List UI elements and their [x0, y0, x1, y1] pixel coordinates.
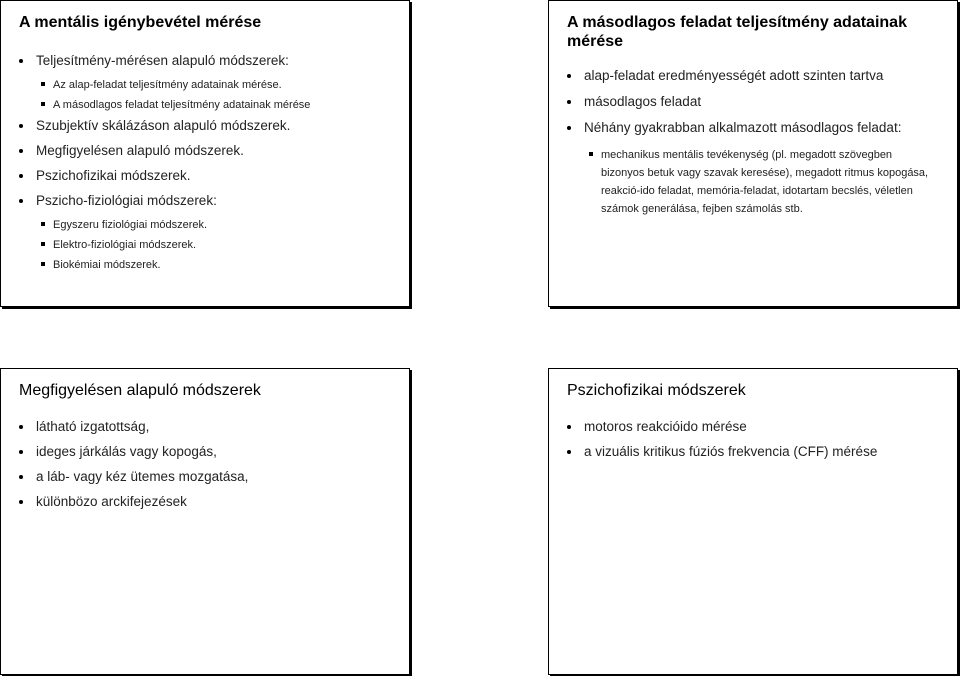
bullet-item: Teljesítmény-mérésen alapuló módszerek:: [1, 53, 409, 69]
bullet-item: másodlagos feladat: [549, 94, 957, 110]
bullet-item: Néhány gyakrabban alkalmazott másodlagos feladat:: [549, 120, 957, 136]
bullet-list: [549, 68, 957, 218]
slide-title: A másodlagos feladat teljesítmény adatainak mérése: [567, 14, 907, 50]
bullet-item: alap-feladat eredményességét adott szinten tartva: [549, 68, 957, 84]
bullet-item: látható izgatottság,: [1, 419, 409, 435]
bullet-item: Megfigyelésen alapuló módszerek.: [1, 143, 409, 159]
bullet-item: a láb- vagy kéz ütemes mozgatása,: [1, 469, 409, 485]
sub-bullet-item: Egyszeru fiziológiai módszerek.: [1, 218, 409, 232]
sub-bullet-item: Az alap-feladat teljesítmény adatainak mérése.: [1, 78, 409, 92]
bullet-item: Pszichofizikai módszerek.: [1, 168, 409, 184]
slide-2: [548, 0, 958, 307]
sub-bullet-item: mechanikus mentális tevékenység (pl. megadott szövegben bizonyos betuk vagy szavak keresése), megadott ritmus kopogása, reakció-ido feladat, memória-feladat, idotartam becslés, véletlen számok generálása, fejben számolás stb.: [549, 146, 957, 218]
bullet-item: a vizuális kritikus fúziós frekvencia (CFF) mérése: [549, 444, 957, 460]
slide-title: Megfigyelésen alapuló módszerek: [19, 382, 261, 399]
bullet-list: [1, 53, 409, 272]
slide-1: [0, 0, 410, 307]
slide-title: Pszichofizikai módszerek: [567, 382, 746, 399]
bullet-list: [549, 419, 957, 460]
sub-bullet-item: Elektro-fiziológiai módszerek.: [1, 238, 409, 252]
sub-bullet-item: Biokémiai módszerek.: [1, 258, 409, 272]
bullet-item: ideges járkálás vagy kopogás,: [1, 444, 409, 460]
slide-title: A mentális igénybevétel mérése: [19, 14, 262, 31]
sub-bullet-item: A másodlagos feladat teljesítmény adatainak mérése: [1, 98, 409, 112]
bullet-item: különbözo arckifejezések: [1, 494, 409, 510]
bullet-item: motoros reakcióido mérése: [549, 419, 957, 435]
bullet-list: [1, 419, 409, 510]
slide-3: [0, 368, 410, 675]
bullet-item: Szubjektív skálázáson alapuló módszerek.: [1, 118, 409, 134]
slide-4: [548, 368, 958, 675]
bullet-item: Pszicho-fiziológiai módszerek:: [1, 193, 409, 209]
